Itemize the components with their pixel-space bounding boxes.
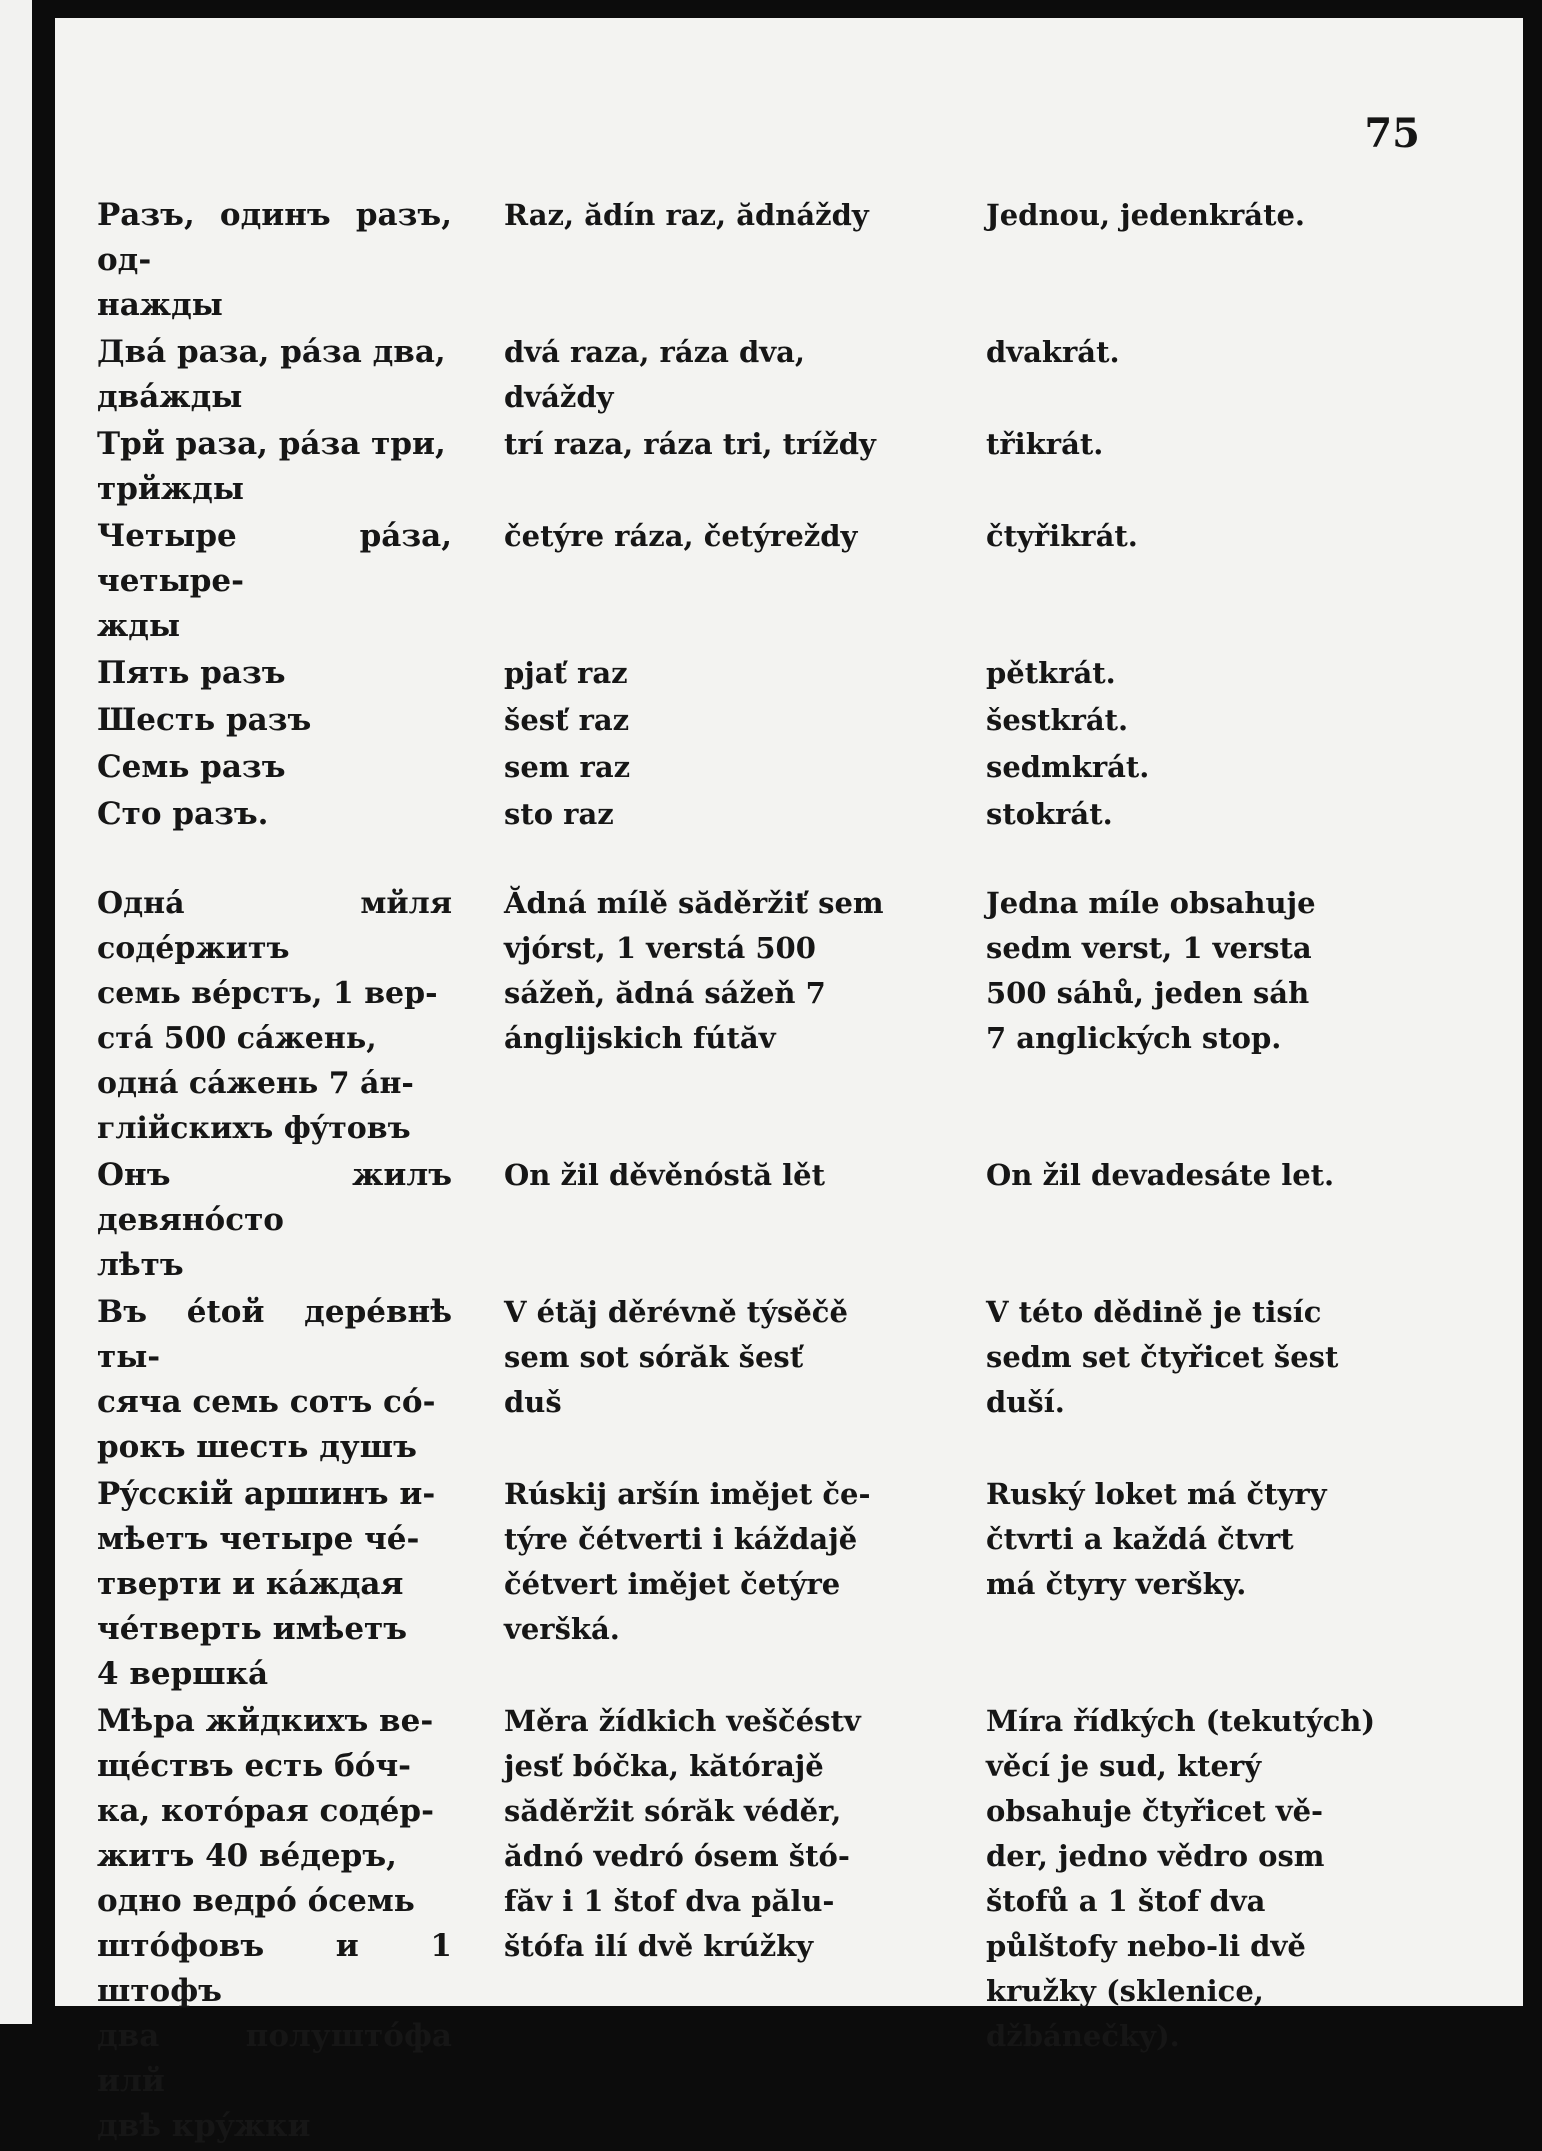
entry-row [97, 698, 1407, 743]
czech-translation: On žil devadesáte let. [986, 1158, 1335, 1192]
czech-translation: šestkrát. [986, 703, 1129, 737]
czech-translation: pětkrát. [986, 656, 1116, 690]
page-number: 75 [1364, 110, 1420, 157]
entry-row [97, 745, 1407, 790]
russian-text: Онъ жилъ девянóсто лѣтъ [97, 1157, 452, 1283]
czech-translation: Jednou, jedenkráte. [986, 198, 1306, 232]
rusyn-transliteration: dvá raza, ráza dva, dváždy [504, 335, 805, 414]
czech-translation: třikrát. [986, 427, 1104, 461]
entry-row [97, 1472, 1407, 1697]
rusyn-transliteration: Rúskij aršín iměјet če- týre čétverti i káždajě čétvert iměјet četýre veršká. [504, 1477, 871, 1646]
rusyn-transliteration: Měra žídkich veščéstv jesť bóčka, kătórajě săděržit sórăk véděr, ădnó vedró ósem štó- făv i 1 štof dva pălu- štófa ilí dvě krúžky [504, 1704, 861, 1963]
rusyn-transliteration: pjať raz [504, 656, 628, 690]
entry-row [97, 1290, 1407, 1470]
russian-text: Однá мйля содéржитъ семь вéрстъ, 1 вер- стá 500 сáжень, однá сáжень 7 áн- глійскихъ фýтовъ [97, 886, 452, 1146]
czech-translation: sedmkrát. [986, 750, 1150, 784]
book-page [55, 18, 1523, 2144]
trilingual-table [97, 193, 1407, 2151]
russian-text: Шесть разъ [97, 702, 312, 738]
russian-text: Пять разъ [97, 655, 286, 691]
czech-translation: dvakrát. [986, 335, 1120, 369]
rusyn-transliteration: trí raza, ráza tri, tríždy [504, 427, 876, 461]
entry-row [97, 881, 1407, 1151]
czech-translation: stokrát. [986, 797, 1113, 831]
rusyn-transliteration: sem raz [504, 750, 631, 784]
entry-row [97, 422, 1407, 512]
russian-text: Семь разъ [97, 749, 286, 785]
czech-translation: Míra řídkých (tekutých) věcí je sud, který obsahuje čtyřicet vě- der, jedno vědro osm štofů a 1 štof dva půlštofy nebo-li dvě kružky (sklenice, džbánečky). [986, 1704, 1376, 2053]
entry-row [97, 792, 1407, 837]
rusyn-transliteration: četýre ráza, četýreždy [504, 519, 858, 553]
czech-translation: Ruský loket má čtyry čtvrti a každá čtvrt má čtyry veršky. [986, 1477, 1327, 1601]
russian-text: Мѣра жйдкихъ ве- щéствъ есть бóч- ка, котóрая содéр- житъ 40 вéдеръ, одно ведрó óсемь штóфовъ и 1 штофъ два полуштóфа илй двѣ крýжки [97, 1703, 452, 2144]
entry-row [97, 1699, 1407, 2149]
entry-row [97, 193, 1407, 328]
russian-text: Въ étoй дерéвнѣ ты- сяча семь сотъ сó- рокъ шесть душъ [97, 1294, 452, 1465]
russian-text: Сто разъ. [97, 796, 269, 832]
previous-page-edge [0, 0, 32, 2024]
rusyn-transliteration: Raz, ădín raz, ădnáždy [504, 198, 869, 232]
rusyn-transliteration: On žil děvěnóstă lět [504, 1158, 825, 1192]
entry-row [97, 651, 1407, 696]
rusyn-transliteration: šesť raz [504, 703, 630, 737]
czech-translation: V této dědině je tisíc sedm set čtyřicet šest duší. [986, 1295, 1339, 1419]
entry-row [97, 1153, 1407, 1288]
czech-translation: čtyřikrát. [986, 519, 1138, 553]
entry-row [97, 330, 1407, 420]
russian-text: Трй раза, рáза три, трйжды [97, 426, 446, 507]
czech-translation: Jedna míle obsahuje sedm verst, 1 versta 500 sáhů, jeden sáh 7 anglických stop. [986, 886, 1316, 1055]
russian-text: Четыре рáза, четыре- жды [97, 518, 452, 644]
rusyn-transliteration: sto raz [504, 797, 614, 831]
entry-row [97, 514, 1407, 649]
russian-text: Разъ, одинъ разъ, од- нажды [97, 197, 452, 323]
rusyn-transliteration: Ădná mílě săděržiť sem vjórst, 1 verstá 500 sážeň, ădná sážeň 7 ánglijskich fútăv [504, 886, 884, 1055]
russian-text: Двá раза, рáза два, двáжды [97, 334, 446, 415]
russian-text: Рýсскій аршинъ и- мѣетъ четыре чé- тверти и кáждая чéтверть имѣетъ 4 вершкá [97, 1476, 436, 1692]
rusyn-transliteration: V étăj děrévně týsěčě sem sot sórăk šesť duš [504, 1295, 848, 1419]
